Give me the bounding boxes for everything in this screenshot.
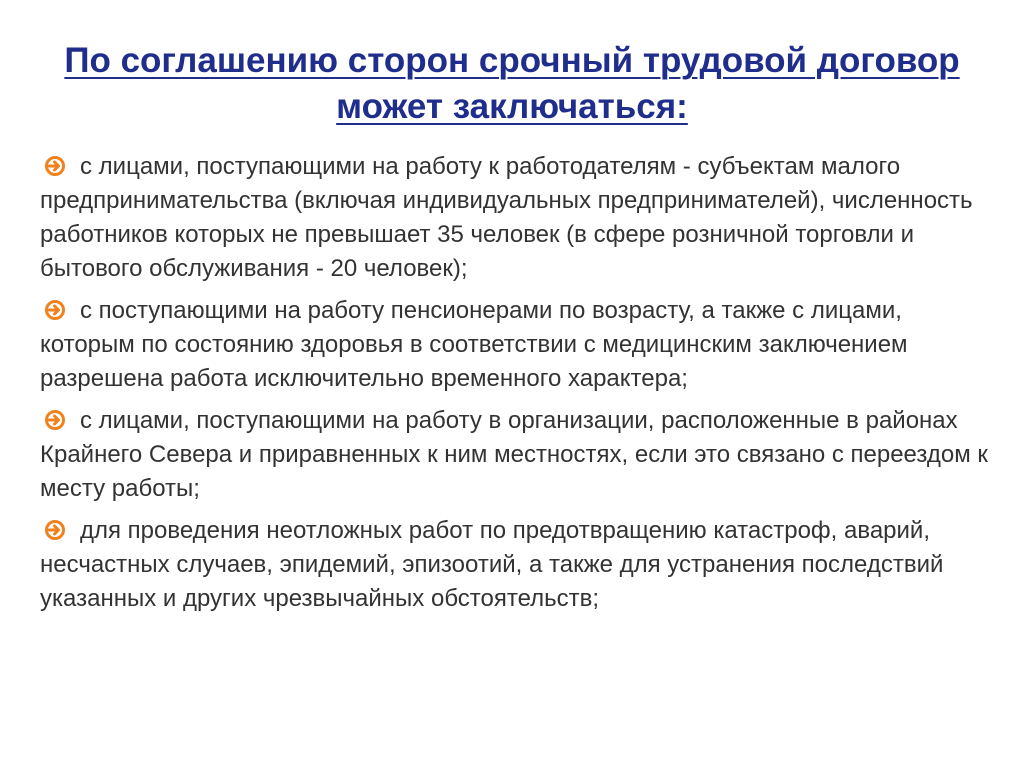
circled-arrow-right-icon — [44, 409, 66, 431]
circled-arrow-right-icon — [44, 299, 66, 321]
list-item — [40, 294, 1000, 396]
slide-title: По соглашению сторон срочный трудовой договор может заключаться: — [64, 41, 960, 126]
list-item — [40, 150, 1000, 286]
circled-arrow-right-icon — [44, 519, 66, 541]
circled-arrow-right-icon — [44, 155, 66, 177]
bullet-text: с лицами, поступающими на работу к работодателям - субъектам малого предпринимательства (включая индивидуальных предпринимателей), численность работников которых не превышает 35 человек (в сфере розничной торговли и бытового обслуживания - 20 человек); — [40, 153, 973, 282]
list-item — [40, 514, 1000, 616]
list-item — [40, 404, 1000, 506]
bullet-text: с лицами, поступающими на работу в организации, расположенные в районах Крайнего Севера и приравненных к ним местностях, если это связано с переездом к месту работы; — [40, 407, 988, 502]
bullet-list — [40, 150, 1000, 624]
bullet-text: с поступающими на работу пенсионерами по возрасту, а также с лицами, которым по состоянию здоровья в соответствии с медицинским заключением разрешена работа исключительно временного характера; — [40, 297, 908, 392]
bullet-text: для проведения неотложных работ по предотвращению катастроф, аварий, несчастных случаев, эпидемий, эпизоотий, а также для устранения последствий указанных и других чрезвычайных обстоятельств; — [40, 517, 944, 612]
